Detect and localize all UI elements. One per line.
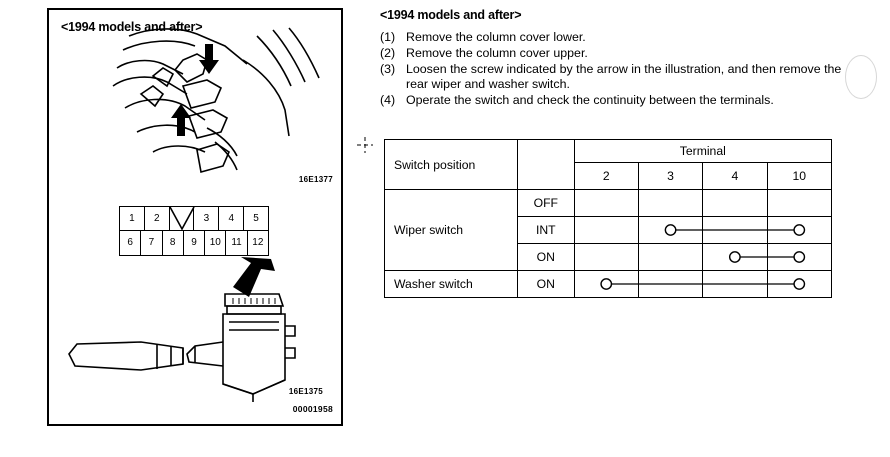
cell-term-4 bbox=[703, 217, 767, 244]
row-mode: INT bbox=[517, 217, 574, 244]
terminal-number: 3 bbox=[638, 163, 702, 190]
pin-cell: 10 bbox=[205, 231, 226, 255]
table-row bbox=[385, 190, 832, 217]
left-panel-title: <1994 models and after> bbox=[61, 20, 203, 34]
step-text: Loosen the screw indicated by the arrow in the illustration, and then remove the rear wiper and washer switch. bbox=[406, 61, 842, 92]
figure-label-bottom: 16E1375 bbox=[288, 387, 323, 396]
step-text: Remove the column cover upper. bbox=[406, 45, 588, 60]
procedure-steps bbox=[380, 30, 858, 109]
cell-term-4 bbox=[703, 190, 767, 217]
cell-term-3 bbox=[638, 271, 702, 298]
step-number: (1) bbox=[380, 30, 396, 44]
pin-cell: 2 bbox=[145, 207, 170, 231]
terminal-number: 2 bbox=[574, 163, 638, 190]
row-label-washer-switch: Washer switch bbox=[385, 271, 518, 298]
pin-row-top bbox=[120, 207, 268, 231]
section-title: <1994 models and after> bbox=[380, 8, 522, 22]
cell-term-10 bbox=[767, 244, 831, 271]
illustration-panel bbox=[47, 8, 343, 426]
continuity-table bbox=[384, 139, 832, 298]
pin-row-bottom bbox=[120, 231, 268, 255]
cell-term-3 bbox=[638, 190, 702, 217]
figure-label-top: 16E1377 bbox=[298, 175, 333, 184]
step-text: Remove the column cover lower. bbox=[406, 30, 586, 44]
connector-pin-grid bbox=[119, 206, 269, 256]
row-mode: ON bbox=[517, 244, 574, 271]
pin-cell-notch bbox=[170, 207, 195, 231]
continuity-table-wrapper bbox=[384, 139, 832, 298]
step-number: (3) bbox=[380, 61, 396, 76]
terminal-number: 4 bbox=[703, 163, 767, 190]
cell-term-2 bbox=[574, 244, 638, 271]
pin-cell: 4 bbox=[219, 207, 244, 231]
header-mode-spacer bbox=[517, 140, 574, 190]
cell-term-3 bbox=[638, 244, 702, 271]
registration-crop-mark bbox=[356, 136, 374, 154]
document-number: 00001958 bbox=[292, 404, 333, 414]
step-item bbox=[380, 30, 858, 46]
cell-term-2 bbox=[574, 271, 638, 298]
cell-term-2 bbox=[574, 217, 638, 244]
header-switch-position: Switch position bbox=[385, 140, 518, 190]
pin-cell: 9 bbox=[184, 231, 205, 255]
table-row bbox=[385, 271, 832, 298]
terminal-number: 10 bbox=[767, 163, 831, 190]
row-mode: OFF bbox=[517, 190, 574, 217]
pin-cell: 7 bbox=[141, 231, 162, 255]
table-header-row bbox=[385, 140, 832, 163]
step-item bbox=[380, 62, 858, 94]
row-mode: ON bbox=[517, 271, 574, 298]
cell-term-10 bbox=[767, 217, 831, 244]
header-terminal: Terminal bbox=[574, 140, 831, 163]
step-number: (4) bbox=[380, 93, 396, 108]
pin-cell: 11 bbox=[226, 231, 247, 255]
pin-cell: 1 bbox=[120, 207, 145, 231]
pin-cell: 6 bbox=[120, 231, 141, 255]
cell-term-3 bbox=[638, 217, 702, 244]
pin-cell: 3 bbox=[194, 207, 219, 231]
scan-artifact bbox=[845, 55, 877, 99]
steering-column-illustration bbox=[57, 24, 333, 184]
cell-term-4 bbox=[703, 244, 767, 271]
step-item bbox=[380, 93, 858, 109]
step-number: (2) bbox=[380, 45, 396, 60]
pin-cell: 8 bbox=[163, 231, 184, 255]
cell-term-10 bbox=[767, 271, 831, 298]
pin-cell: 12 bbox=[252, 237, 264, 248]
row-label-wiper-switch: Wiper switch bbox=[385, 190, 518, 271]
cell-term-10 bbox=[767, 190, 831, 217]
step-text: Operate the switch and check the continuity between the terminals. bbox=[406, 93, 774, 108]
cell-term-4 bbox=[703, 271, 767, 298]
step-item bbox=[380, 46, 858, 62]
pin-cell: 5 bbox=[244, 207, 268, 231]
cell-term-2 bbox=[574, 190, 638, 217]
